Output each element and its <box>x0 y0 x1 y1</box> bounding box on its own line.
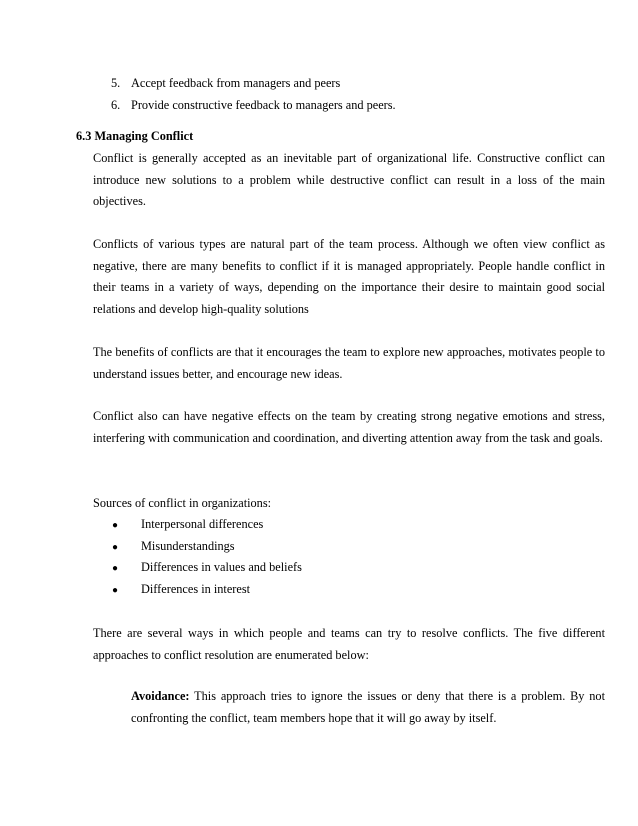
paragraph: There are several ways in which people and teams can try to resolve conflicts. The five different approaches to conflict resolution are enumerated below: <box>93 626 605 662</box>
sources-heading: Sources of conflict in organizations: <box>93 496 272 510</box>
bullet-icon: ● <box>112 541 119 553</box>
paragraph: Conflict is generally accepted as an inevitable part of organizational life. Constructive conflict can introduce new solutions to a problem while destructive conflict can result in a loss of the main objectives. <box>93 151 605 209</box>
list-item <box>111 94 591 116</box>
paragraph: Conflicts of various types are natural part of the team process. Although we often view conflict as negative, there are many benefits to conflict if it is managed appropriately. People handle conflict in their teams in a variety of ways, depending on the importance their desire to maintain good social relations and develop high-quality solutions <box>93 237 605 317</box>
list-item-text: Accept feedback from managers and peers <box>131 76 341 90</box>
list-item <box>111 72 591 94</box>
list-item-text: Provide constructive feedback to managers and peers. <box>131 98 396 112</box>
bullet-icon: ● <box>112 584 119 596</box>
avoidance-text: This approach tries to ignore the issues or deny that there is a problem. By not confronting the conflict, team members hope that it will go away by itself. <box>131 689 605 725</box>
list-item <box>112 514 592 536</box>
bullet-list <box>112 514 592 600</box>
list-item-text: Interpersonal differences <box>141 517 264 531</box>
list-item <box>112 557 592 579</box>
list-item-number: 6. <box>111 98 121 112</box>
list-item-text: Differences in values and beliefs <box>141 560 302 574</box>
list-item <box>112 536 592 558</box>
bullet-icon: ● <box>112 563 119 574</box>
list-item-text: Misunderstandings <box>141 538 235 553</box>
bullet-icon: ● <box>112 520 119 531</box>
paragraph: The benefits of conflicts are that it encourages the team to explore new approaches, motivates people to understand issues better, and encourage new ideas. <box>93 345 605 381</box>
avoidance-term: Avoidance: <box>131 689 190 703</box>
numbered-list <box>111 72 591 116</box>
list-item-number: 5. <box>111 76 121 90</box>
paragraph: Conflict also can have negative effects on the team by creating strong negative emotions and stress, interfering with communication and coordination, and diverting attention away from the task and goals. <box>93 409 605 445</box>
list-item <box>112 579 592 601</box>
list-item-text: Differences in interest <box>141 581 251 596</box>
section-heading: 6.3 Managing Conflict <box>76 129 194 143</box>
avoidance-paragraph <box>131 686 605 729</box>
